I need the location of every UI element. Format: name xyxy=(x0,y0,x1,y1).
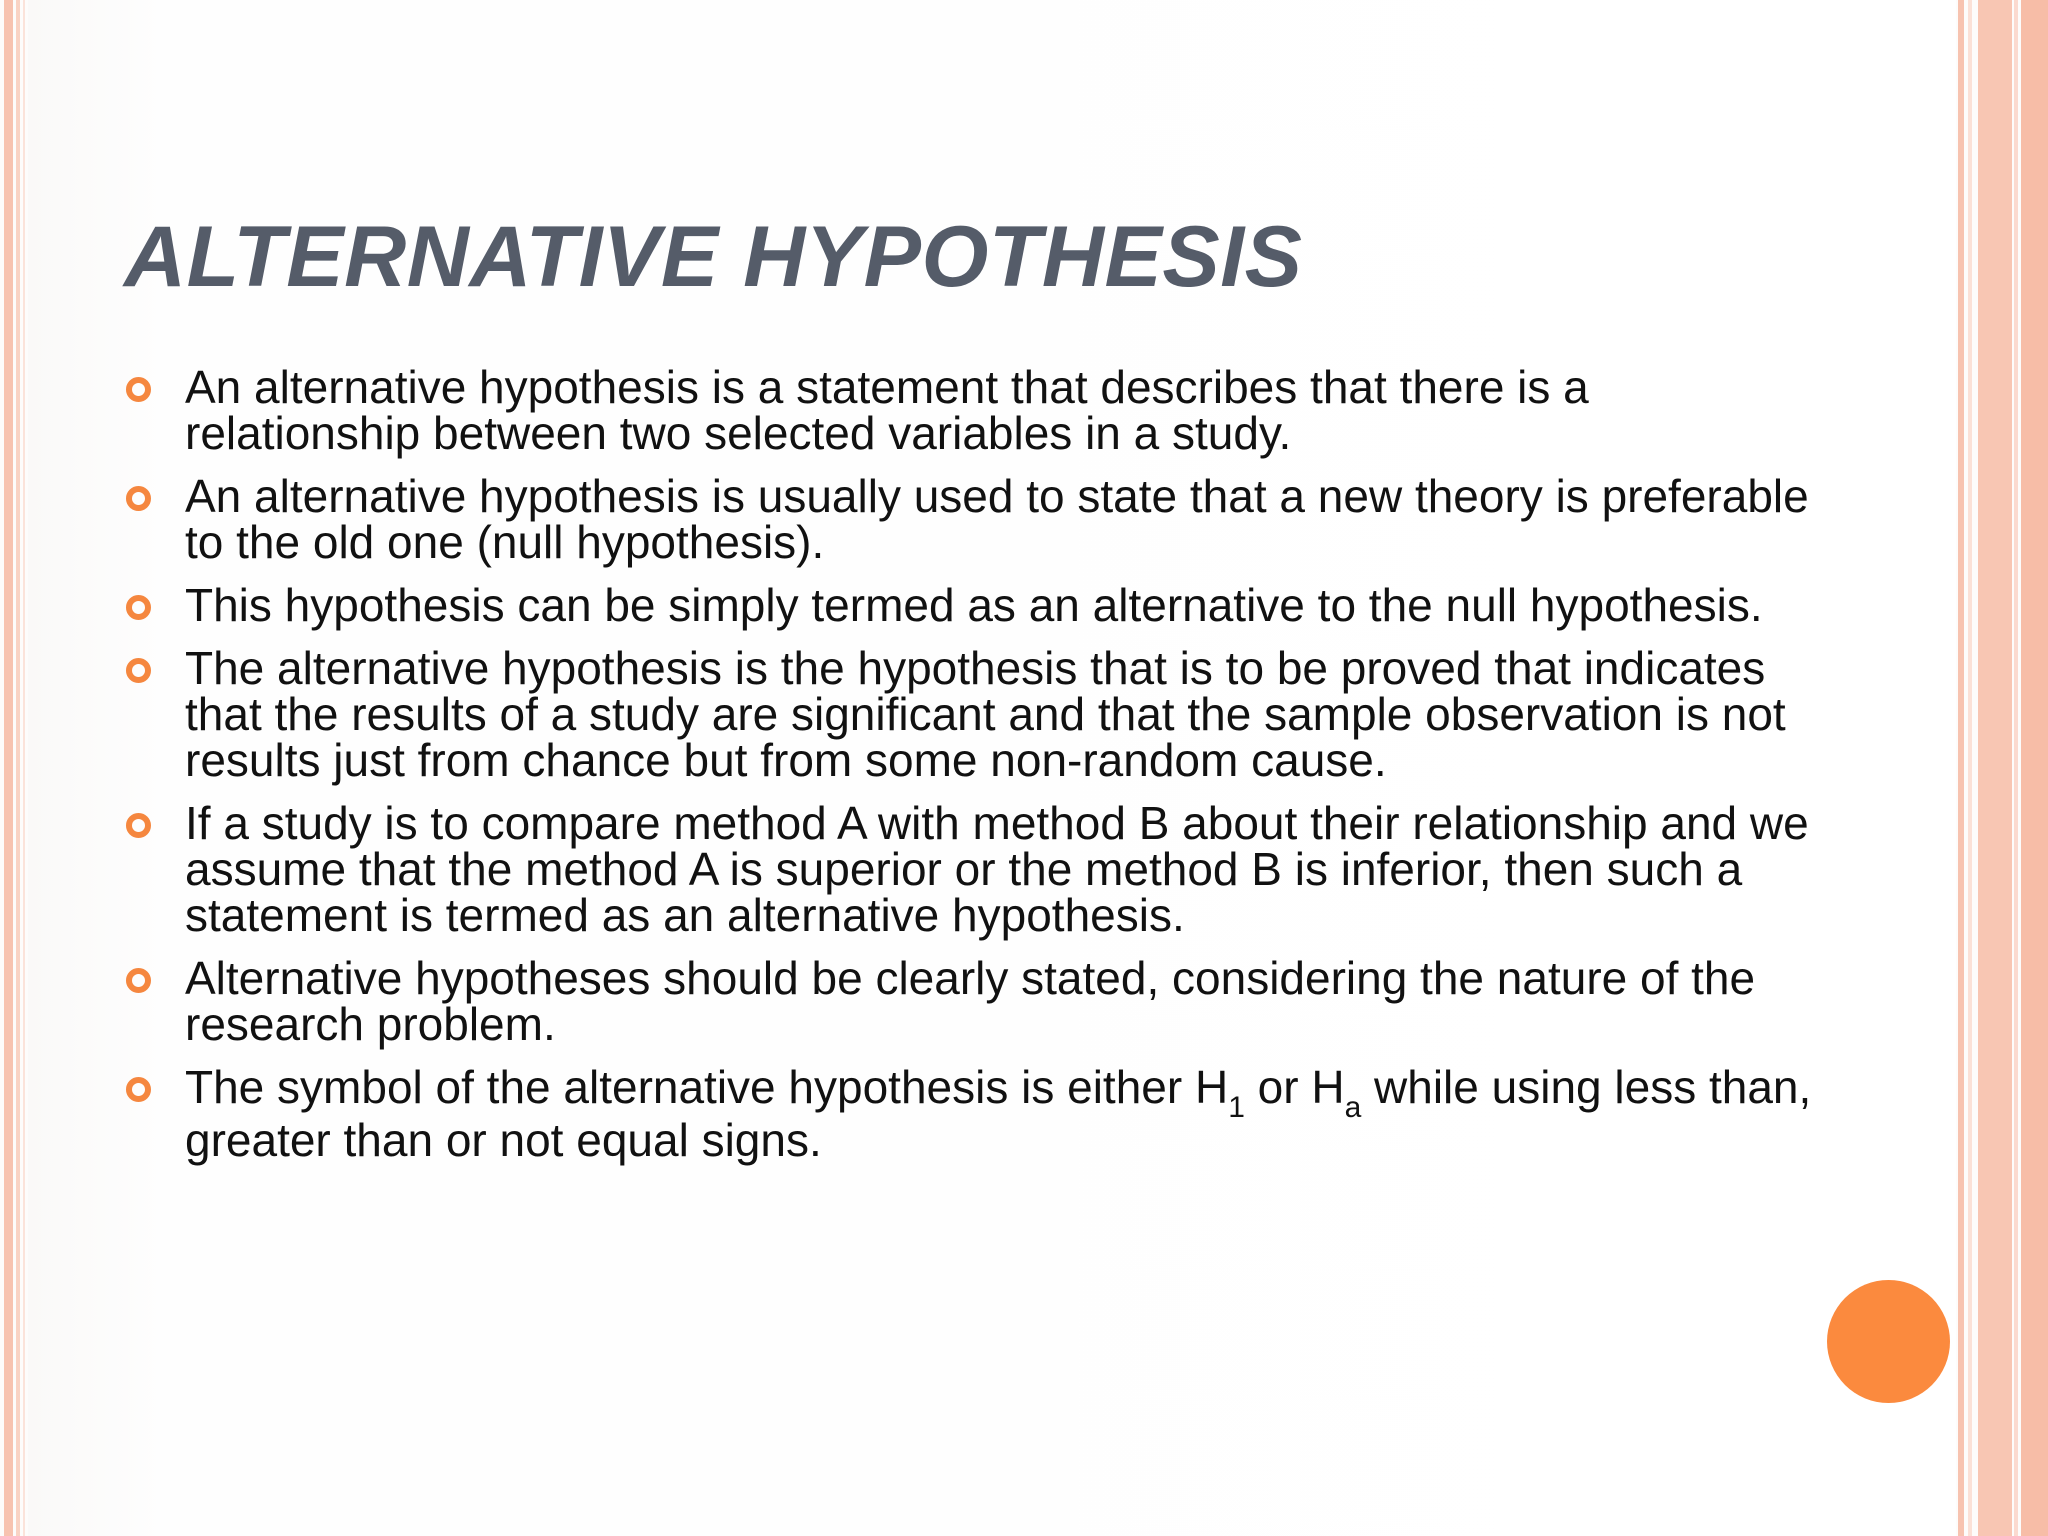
bullet-text: Alternative hypotheses should be clearly stated, considering the nature of the research problem. xyxy=(185,952,1756,1050)
bullet-item xyxy=(124,470,1824,568)
bullet-text: The alternative hypothesis is the hypothesis that is to be proved that indicates that the results of a study are significant and that the sample observation is not results just from chance but from some non-random cause. xyxy=(185,642,1786,786)
symbol-text-part: The symbol of the alternative hypothesis is either H xyxy=(185,1061,1229,1113)
bullet-item xyxy=(124,579,1824,631)
left-decorative-stripe xyxy=(4,0,13,1536)
bullet-text: An alternative hypothesis is usually used to state that a new theory is preferable to the old one (null hypothesis). xyxy=(185,470,1809,568)
subscript-a: a xyxy=(1344,1091,1362,1124)
circle-bullet-icon xyxy=(126,968,151,993)
circle-bullet-icon xyxy=(126,486,151,511)
circle-bullet-icon xyxy=(126,813,151,838)
right-decorative-stripe xyxy=(1978,0,2012,1536)
slide-title: ALTERNATIVE HYPOTHESIS xyxy=(124,209,1303,305)
circle-bullet-icon xyxy=(126,1077,151,1102)
symbol-text-part: or H xyxy=(1244,1061,1345,1113)
orange-circle-decoration xyxy=(1827,1280,1950,1403)
bullet-text: If a study is to compare method A with method B about their relationship and we assume that the method A is superior or the method B is inferior, then such a statement is termed as an alternative hypothesis. xyxy=(185,797,1809,941)
subscript-1: 1 xyxy=(1228,1091,1245,1124)
right-decorative-stripe xyxy=(2014,0,2018,1536)
bullet-text: This hypothesis can be simply termed as an alternative to the null hypothesis. xyxy=(185,579,1763,631)
bullet-item xyxy=(124,642,1824,786)
bullet-text xyxy=(185,1061,1824,1166)
symbol-text-part: while using less than, greater than or not equal signs. xyxy=(185,1061,1812,1166)
circle-bullet-icon xyxy=(126,658,151,683)
bullet-list xyxy=(124,361,1824,1180)
circle-bullet-icon xyxy=(126,595,151,620)
bullet-item xyxy=(124,361,1824,459)
bullet-item xyxy=(124,797,1824,941)
bullet-item xyxy=(124,952,1824,1050)
bullet-text: An alternative hypothesis is a statement that describes that there is a relationship between two selected variables in a study. xyxy=(185,361,1589,459)
right-decorative-stripe xyxy=(1958,0,1964,1536)
right-decorative-stripe xyxy=(2021,0,2048,1536)
circle-bullet-icon xyxy=(126,377,151,402)
right-decorative-stripe xyxy=(1968,0,1972,1536)
left-decorative-stripe xyxy=(16,0,20,1536)
left-decorative-stripe xyxy=(23,0,25,1536)
bullet-item xyxy=(124,1061,1824,1166)
